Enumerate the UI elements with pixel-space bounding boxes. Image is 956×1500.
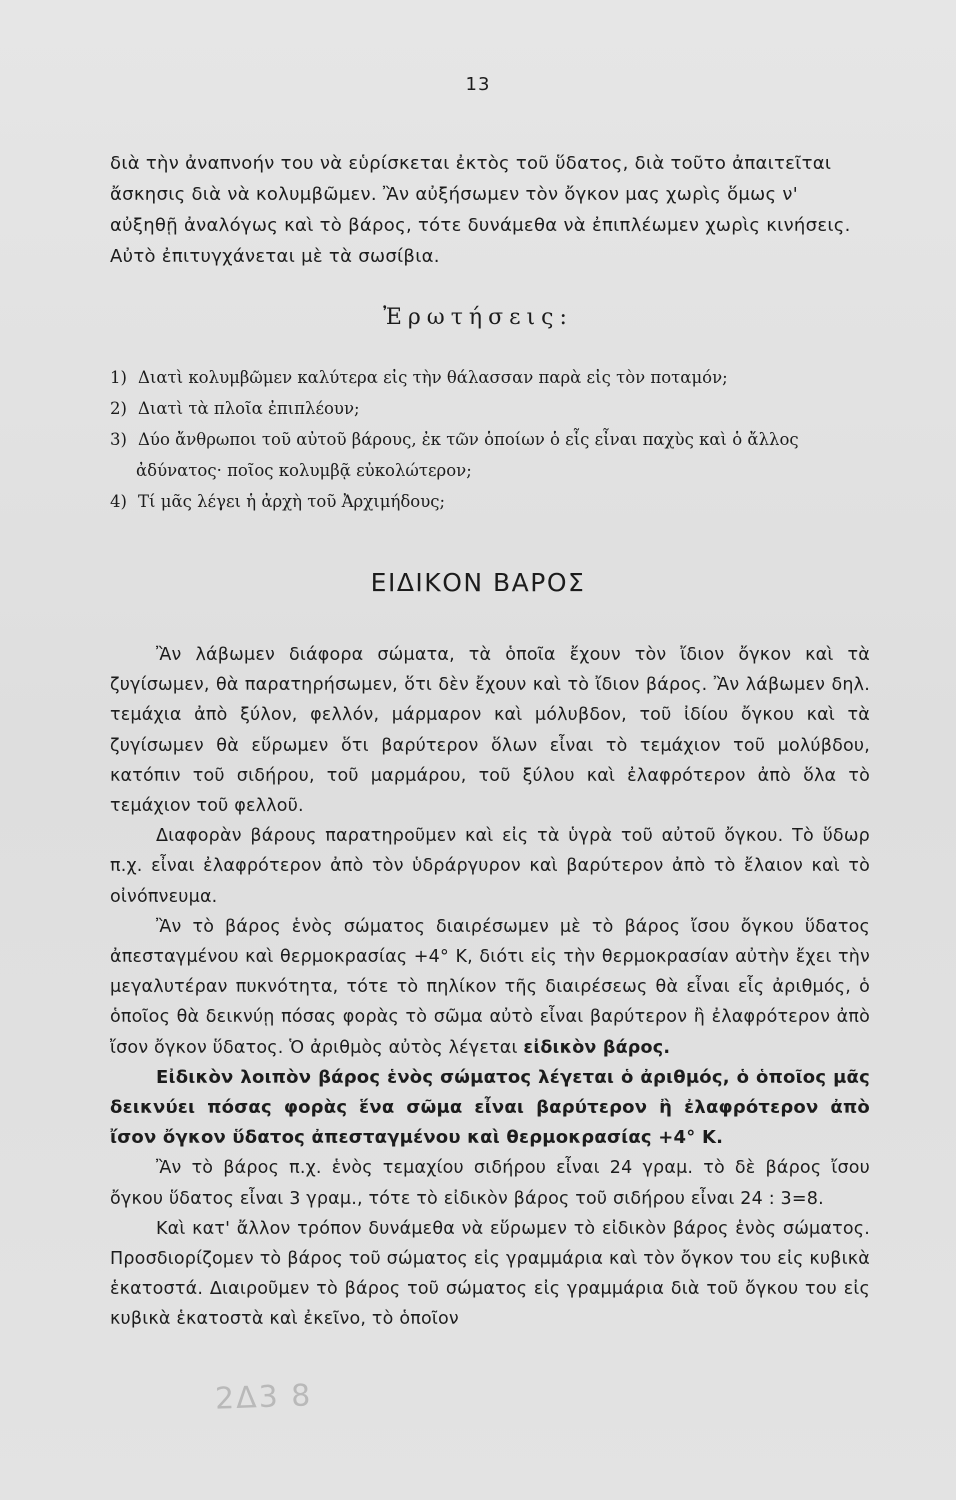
question-text: Διατὶ τὰ πλοῖα ἐπιπλέουν; — [138, 399, 360, 418]
pencil-mark: 2Δ3 8 — [214, 1378, 313, 1417]
paragraph: Διαφορὰν βάρους παρατηροῦμεν καὶ εἰς τὰ ὑγρὰ τοῦ αὐτοῦ ὄγκου. Τὸ ὕδωρ π.χ. εἶναι ἐλαφρότερον ἀπὸ τὸν ὑδράργυρον καὶ βαρύτερον ἀπὸ τὸ ἔλαιον καὶ τὸ οἰνόπνευμα. — [110, 826, 870, 907]
question-text-continuation: ἀδύνατος· ποῖος κολυμβᾷ εὐκολώτερον; — [136, 461, 472, 480]
intro-text: διὰ τὴν ἀναπνοήν του νὰ εὑρίσκεται ἐκτὸς τοῦ ὕδατος, διὰ τοῦτο ἀπαιτεῖται ἄσκησις διὰ νὰ κολυμβῶμεν. Ἂν αὐξήσωμεν τὸν ὄγκον μας χωρὶς ὅμως ν' αὐξηθῇ ἀναλόγως καὶ τὸ βάρος, τότε δυνάμεθα νὰ ἐπιπλέωμεν χωρὶς κινήσεις. Αὐτὸ ἐπιτυγχάνεται μὲ τὰ σωσίβια. — [110, 153, 851, 267]
questions-list — [110, 362, 870, 517]
question-number: 2) — [110, 399, 127, 418]
definition-paragraph: Εἰδικὸν λοιπὸν βάρος ἑνὸς σώματος λέγεται ὁ ἀριθμός, ὁ ὁποῖος μᾶς δεικνύει πόσας φορὰς ἕνα σῶμα εἶναι βαρύτερον ἢ ἐλαφρότερον ἀπὸ ἴσον ὄγκον ὕδατος ἀπεσταγμένου καὶ θερμοκρασίας +4° Κ. — [110, 1066, 870, 1149]
paragraph — [110, 912, 870, 1063]
paragraph: Ἂν λάβωμεν διάφορα σώματα, τὰ ὁποῖα ἔχουν τὸν ἴδιον ὄγκον καὶ τὰ ζυγίσωμεν, θὰ παρατηρήσωμεν, ὅτι δὲν ἔχουν καὶ τὸ ἴδιον βάρος. Ἂν λάβωμεν δηλ. τεμάχια ἀπὸ ξύλον, φελλόν, μάρμαρον καὶ μόλυβδον, τοῦ ἰδίου ὄγκου καὶ τὰ ζυγίσωμεν θὰ εὕρωμεν ὅτι βαρύτερον ὅλων εἶναι τὸ τεμάχιον τοῦ μολύβδου, κατόπιν τοῦ σιδήρου, τοῦ μαρμάρου, τοῦ ξύλου καὶ ἐλαφρότερον ἀπὸ ὅλα τὸ τεμάχιον τοῦ φελλοῦ. — [110, 645, 870, 817]
section-body — [110, 640, 870, 1335]
question-text: Διατὶ κολυμβῶμεν καλύτερα εἰς τὴν θάλασσαν παρὰ εἰς τὸν ποταμόν; — [138, 368, 728, 387]
question-number: 4) — [110, 492, 127, 511]
question-text: Δύο ἄνθρωποι τοῦ αὐτοῦ βάρους, ἐκ τῶν ὁποίων ὁ εἷς εἶναι παχὺς καὶ ὁ ἄλλος — [138, 430, 799, 449]
paragraph: Ἂν τὸ βάρος π.χ. ἑνὸς τεμαχίου σιδήρου εἶναι 24 γραμ. τὸ δὲ βάρος ἴσου ὄγκου ὕδατος εἶναι 3 γραμ., τότε τὸ εἰδικὸν βάρος τοῦ σιδήρου εἶναι 24 : 3=8. — [110, 1158, 870, 1209]
paragraph-text: Ἂν τὸ βάρος ἑνὸς σώματος διαιρέσωμεν μὲ τὸ βάρος ἴσου ὄγκου ὕδατος ἀπεσταγμένου καὶ θερμοκρασίας +4° Κ, διότι εἰς τὴν θερμοκρασίαν αὐτὴν ἔχει τὴν μεγαλυτέραν πυκνότητα, τότε τὸ πηλίκον τῆς διαιρέσεως θὰ εἶναι εἷς ἀριθμός, ὁ ὁποῖος θὰ δεικνύῃ πόσας φορὰς τὸ σῶμα αὐτὸ εἶναι βαρύτερον ἢ ἐλαφρότερον ἀπὸ ἴσον ὄγκον ὕδατος. Ὁ ἀριθμὸς αὐτὸς λέγεται — [110, 916, 870, 1058]
question-number: 3) — [110, 430, 127, 449]
question-item — [110, 486, 870, 517]
section-title: ΕΙΔΙΚΟΝ ΒΑΡΟΣ — [370, 568, 586, 597]
intro-paragraph — [110, 148, 870, 272]
question-item — [110, 424, 870, 486]
paragraph: Καὶ κατ' ἄλλον τρόπον δυνάμεθα νὰ εὕρωμεν τὸ εἰδικὸν βάρος ἑνὸς σώματος. Προσδιορίζομεν τὸ βάρος τοῦ σώματος εἰς γραμμάρια καὶ τὸν ὄγκον του εἰς κυβικὰ ἑκατοστά. Διαιροῦμεν τὸ βάρος τοῦ σώματος εἰς γραμμάρια διὰ τοῦ ὄγκου του εἰς κυβικὰ ἑκατοστὰ καὶ ἐκεῖνο, τὸ ὁποῖον — [110, 1218, 870, 1330]
specific-weight-term: εἰδικὸν βάρος. — [523, 1037, 671, 1058]
question-item — [110, 362, 870, 393]
question-item — [110, 393, 870, 424]
questions-heading: Ἐρωτήσεις: — [383, 305, 573, 330]
question-number: 1) — [110, 368, 127, 387]
page-number: 13 — [465, 74, 491, 95]
question-text: Τί μᾶς λέγει ἡ ἀρχὴ τοῦ Ἀρχιμήδους; — [138, 492, 446, 511]
